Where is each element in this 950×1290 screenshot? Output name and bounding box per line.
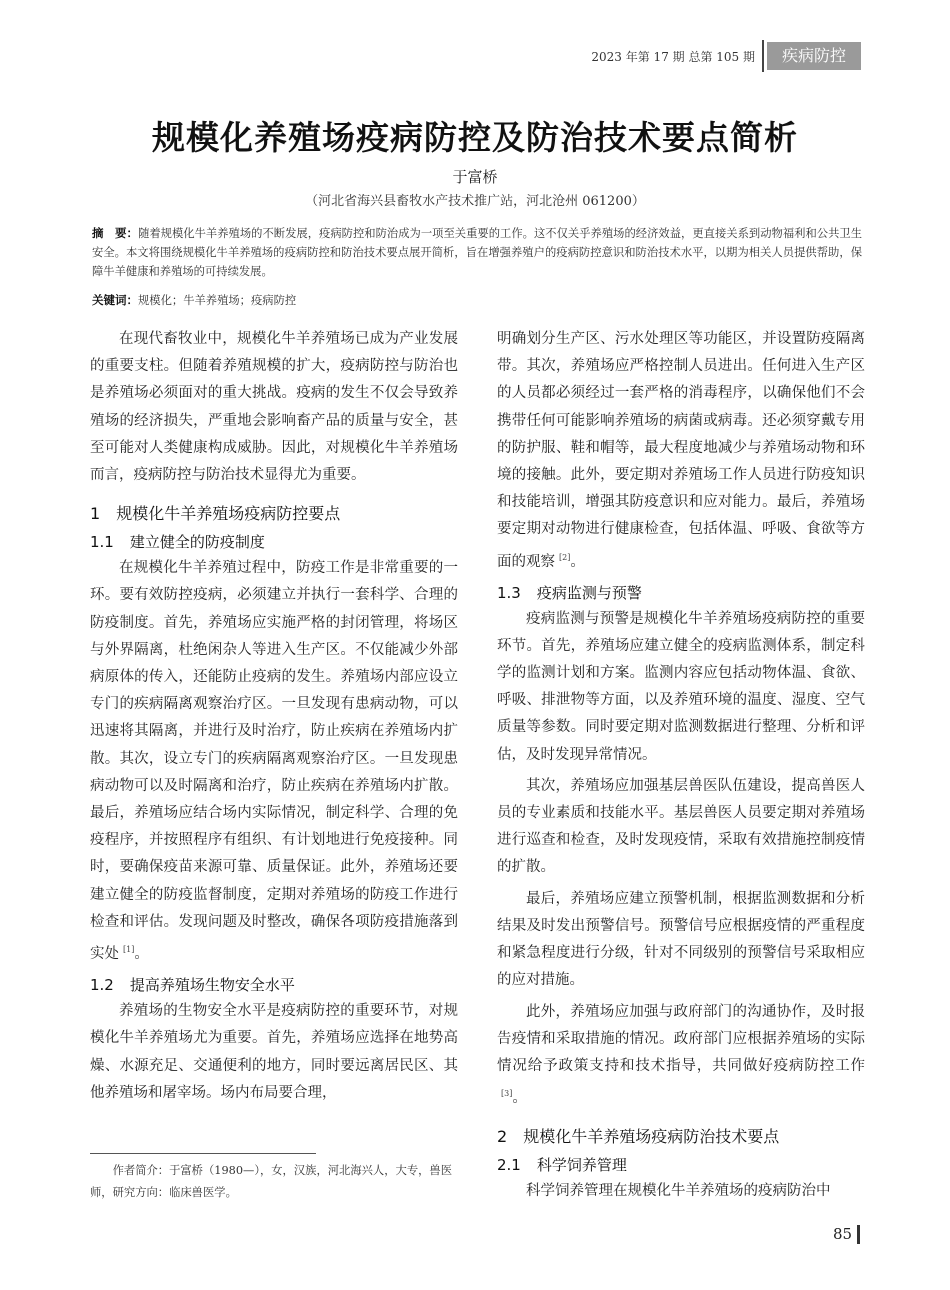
abstract-text: 随着规模化牛羊养殖场的不断发展，疫病防控和防治成为一项至关重要的工作。这不仅关乎养殖场的经济效益，更直接关系到动物福利和公共卫生安全。本文将围绕规模化牛羊养殖场的疫病防控和防治技术要点展开简析，旨在增强养殖户的疫病防控意识和防治技术水平，以期为相关人员提供帮助，保障牛羊健康和养殖场的可持续发展。 — [92, 227, 862, 278]
section-1-1-title: 建立健全的防疫制度 — [129, 533, 265, 552]
header-divider — [762, 40, 764, 72]
section-2-number: 2 — [497, 1127, 508, 1147]
keywords-text: 规模化；牛羊养殖场；疫病防控 — [138, 294, 297, 307]
citation-2: [2] — [559, 552, 571, 562]
section-2-1-number: 2.1 — [497, 1156, 521, 1175]
section-1-3-text-4: 此外，养殖场应加强与政府部门的沟通协作，及时报告疫情和采取措施的情况。政府部门应根据养殖场的实际情况给予政策支持和技术指导，共同做好疫病防控工作 — [497, 1003, 865, 1074]
left-column — [90, 326, 458, 1107]
section-1-1-number: 1.1 — [90, 533, 114, 552]
section-1-title: 规模化牛羊养殖场疫病防控要点 — [116, 504, 341, 524]
section-2-1-paragraph: 科学饲养管理在规模化牛羊养殖场的疫病防治中 — [526, 1183, 831, 1200]
right-column — [497, 326, 865, 1205]
keywords-label: 关键词： — [92, 293, 138, 307]
section-1-number: 1 — [90, 504, 101, 524]
keywords — [92, 292, 862, 308]
section-1-3-title: 疫病监测与预警 — [536, 583, 642, 602]
section-2-1-heading — [497, 1154, 865, 1175]
section-2-1-title: 科学饲养管理 — [536, 1156, 627, 1175]
abstract-label: 摘 要： — [92, 226, 139, 240]
author-bio-footnote: 作者简介：于富桥（1980—），女，汉族，河北海兴人，大专，兽医师，研究方向：临床兽医学。 — [90, 1164, 453, 1199]
intro-paragraph: 在现代畜牧业中，规模化牛羊养殖场已成为产业发展的重要支柱。但随着养殖规模的扩大，疫病防控与防治也是养殖场必须面对的重大挑战。疫病的发生不仅会导致养殖场的经济损失，严重地会影响畜产品的质量与安全，甚至可能对人类健康构成威胁。因此，对规模化牛羊养殖场而言，疫病防控与防治技术显得尤为重要。 — [90, 331, 458, 484]
section-1-heading — [90, 501, 458, 524]
section-1-3-number: 1.3 — [497, 583, 521, 602]
page-number-bar — [857, 1225, 860, 1244]
page-number: 85 — [833, 1225, 853, 1243]
author-affiliation: （河北省海兴县畜牧水产技术推广站，河北沧州 061200） — [305, 194, 645, 209]
section-1-1-paragraph: 在规模化牛羊养殖过程中，防疫工作是非常重要的一环。要有效防控疫病，必须建立并执行一套科学、合理的防疫制度。首先，养殖场应实施严格的封闭管理，将场区与外界隔离，杜绝闲杂人等进入生产区。不仅能减少外部病原体的传入，还能防止疫病的发生。养殖场内部应设立专门的疾病隔离观察治疗区。一旦发现有患病动物，可以迅速将其隔离，并进行及时治疗，防止疾病在养殖场内扩散。其次，设立专门的疾病隔离观察治疗区。一旦发现患病动物可以及时隔离和治疗，防止疾病在养殖场内扩散。最后，养殖场应结合场内实际情况，制定科学、合理的免疫程序，并按照程序有组织、有计划地进行免疫接种。同时，要确保疫苗来源可靠、质量保证。此外，养殖场还要建立健全的防疫监督制度，定期对养殖场的防疫工作进行检查和评估。发现问题及时整改，确保各项防疫措施落到实处 [1]。 — [90, 560, 458, 962]
section-1-3-paragraph-1: 疫病监测与预警是规模化牛羊养殖场疫病防控的重要环节。首先，养殖场应建立健全的疫病监测体系，制定科学的监测计划和方案。监测内容应包括动物体温、食欲、呼吸、排泄物等方面，以及养殖环境的温度、湿度、空气质量等参数。同时要定期对监测数据进行整理、分析和评估，及时发现异常情况。 — [497, 610, 865, 763]
section-1-2-paragraph-start: 养殖场的生物安全水平是疫病防控的重要环节，对规模化牛羊养殖场尤为重要。首先，养殖场应选择在地势高燥、水源充足、交通便利的地方，同时要远离居民区、其他养殖场和屠宰场。场内布局要合理， — [90, 1003, 458, 1101]
citation-1: [1] — [123, 945, 135, 955]
abstract — [92, 224, 862, 281]
section-1-3-heading — [497, 582, 865, 603]
article-title: 规模化养殖场疫病防控及防治技术要点简析 — [152, 118, 798, 157]
section-1-2-number: 1.2 — [90, 976, 114, 995]
citation-3: [3] — [501, 1089, 513, 1099]
section-1-1-text: 在规模化牛羊养殖过程中，防疫工作是非常重要的一环。要有效防控疫病，必须建立并执行一套科学、合理的防疫制度。首先，养殖场应实施严格的封闭管理，将场区与外界隔离，杜绝闲杂人等进入生产区。不仅能减少外部病原体的传入，还能防止疫病的发生。养殖场内部应设立专门的疾病隔离观察治疗区。一旦发现有患病动物，可以迅速将其隔离，并进行及时治疗，防止疾病在养殖场内扩散。其次，设立专门的疾病隔离观察治疗区。一旦发现患病动物可以及时隔离和治疗，防止疾病在养殖场内扩散。最后，养殖场应结合场内实际情况，制定科学、合理的免疫程序，并按照程序有组织、有计划地进行免疫接种。同时，要确保疫苗来源可靠、质量保证。此外，养殖场还要建立健全的防疫监督制度，定期对养殖场的防疫工作进行检查和评估。发现问题及时整改，确保各项防疫措施落到实处 — [90, 560, 458, 962]
section-1-3-paragraph-3: 最后，养殖场应建立预警机制，根据监测数据和分析结果及时发出预警信号。预警信号应根据疫情的严重程度和紧急程度进行分级，针对不同级别的预警信号采取相应的应对措施。 — [497, 890, 865, 989]
section-1-2-text-continued: 明确划分生产区、污水处理区等功能区，并设置防疫隔离带。其次，养殖场应严格控制人员进出。任何进入生产区的人员都必须经过一套严格的消毒程序，以确保他们不会携带任何可能影响养殖场的病菌或病毒。还必须穿戴专用的防护服、鞋和帽等，最大程度地减少与养殖场动物和环境的接触。此外，要定期对养殖场工作人员进行防疫知识和技能培训，增强其防疫意识和应对能力。最后，养殖场要定期对动物进行健康检查，包括体温、呼吸、食欲等方面的观察 — [497, 331, 865, 570]
section-1-1-heading — [90, 531, 458, 552]
section-2-heading — [497, 1124, 865, 1147]
footnote-divider — [90, 1153, 316, 1154]
journal-issue-info: 2023 年第 17 期 总第 105 期 — [591, 50, 755, 64]
section-1-2-paragraph-continued: 明确划分生产区、污水处理区等功能区，并设置防疫隔离带。其次，养殖场应严格控制人员进出。任何进入生产区的人员都必须经过一套严格的消毒程序，以确保他们不会携带任何可能影响养殖场的病菌或病毒。还必须穿戴专用的防护服、鞋和帽等，最大程度地减少与养殖场动物和环境的接触。此外，要定期对养殖场工作人员进行防疫知识和技能培训，增强其防疫意识和应对能力。最后，养殖场要定期对动物进行健康检查，包括体温、呼吸、食欲等方面的观察 [2]。 — [497, 331, 865, 570]
section-1-3-paragraph-2: 其次，养殖场应加强基层兽医队伍建设，提高兽医人员的专业素质和技能水平。基层兽医人员要定期对养殖场进行巡查和检查，及时发现疫情，采取有效措施控制疫情的扩散。 — [497, 777, 865, 876]
section-label-badge: 疾病防控 — [767, 42, 861, 70]
section-1-2-heading — [90, 974, 458, 995]
author-name: 于富桥 — [452, 168, 498, 186]
section-1-2-title: 提高养殖场生物安全水平 — [129, 976, 295, 995]
section-1-3-paragraph-4: 此外，养殖场应加强与政府部门的沟通协作，及时报告疫情和采取措施的情况。政府部门应根据养殖场的实际情况给予政策支持和技术指导，共同做好疫病防控工作[3]。 — [497, 1003, 865, 1106]
section-2-title: 规模化牛羊养殖场疫病防治技术要点 — [523, 1127, 780, 1147]
